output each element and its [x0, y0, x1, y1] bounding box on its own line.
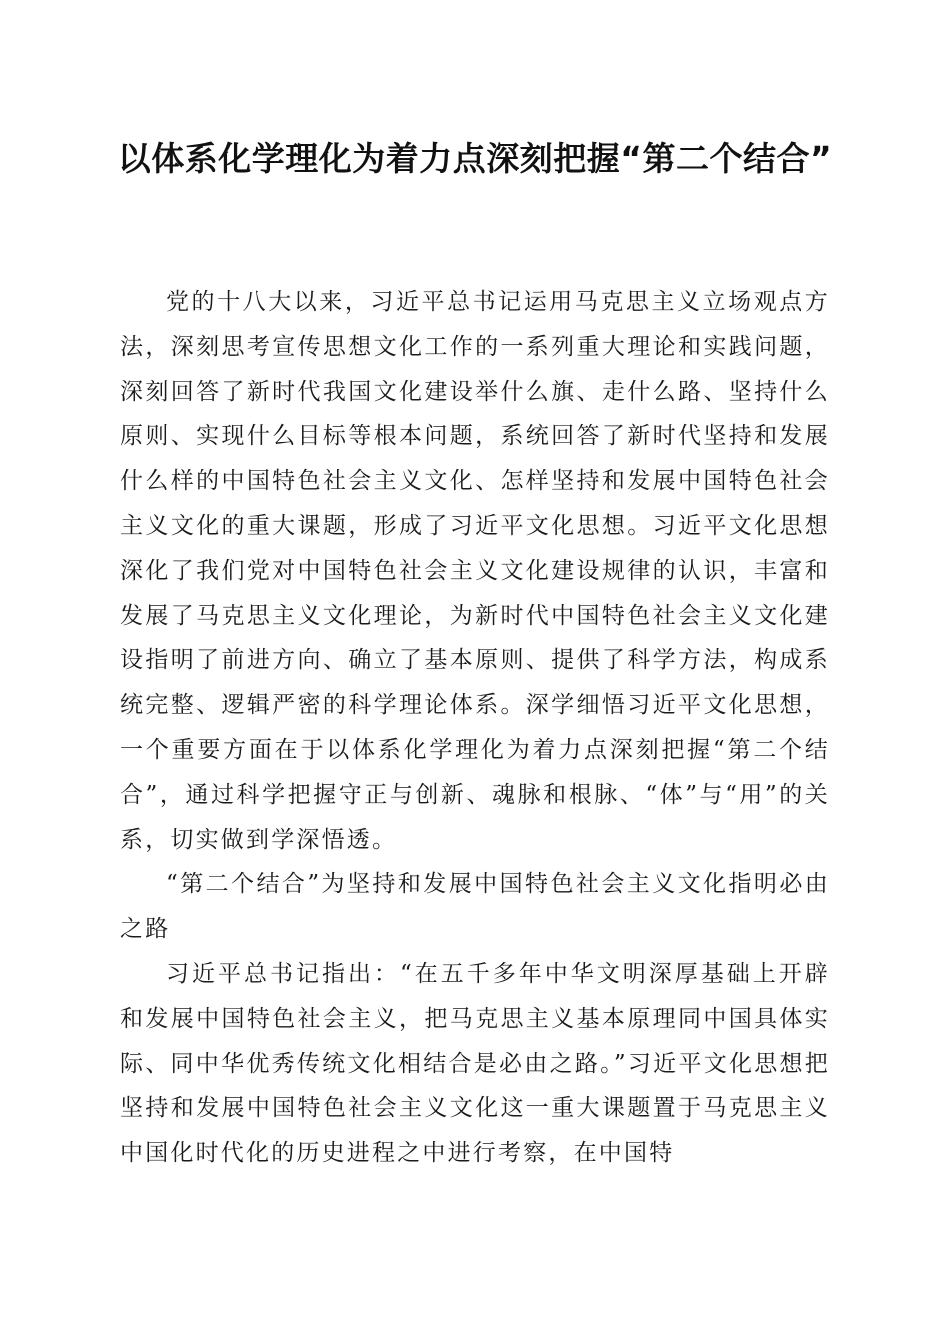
section-heading: “第二个结合”为坚持和发展中国特色社会主义文化指明必由之路	[120, 871, 830, 943]
paragraph-section-1: 习近平总书记指出：“在五千多年中华文明深厚基础上开辟和发展中国特色社会主义，把马克思主义基本原理同中国具体实际、同中华优秀传统文化相结合是必由之路。”习近平文化思想把坚持和发展中国特色社会主义文化这一重大课题置于马克思主义中国化时代化的历史进程之中进行考察，在中国特	[120, 960, 830, 1167]
document-body	[120, 280, 830, 1176]
paragraph-intro: 党的十八大以来，习近平总书记运用马克思主义立场观点方法，深刻思考宣传思想文化工作的一系列重大理论和实践问题，深刻回答了新时代我国文化建设举什么旗、走什么路、坚持什么原则、实现什么目标等根本问题，系统回答了新时代坚持和发展什么样的中国特色社会主义文化、怎样坚持和发展中国特色社会主义文化的重大课题，形成了习近平文化思想。习近平文化思想深化了我们党对中国特色社会主义文化建设规律的认识，丰富和发展了马克思主义文化理论，为新时代中国特色社会主义文化建设指明了前进方向、确立了基本原则、提供了科学方法，构成系统完整、逻辑严密的科学理论体系。深学细悟习近平文化思想，一个重要方面在于以体系化学理化为着力点深刻把握“第二个结合”，通过科学把握守正与创新、魂脉和根脉、“体”与“用”的关系，切实做到学深悟透。	[120, 289, 830, 853]
document-title: 以体系化学理化为着力点深刻把握“第二个结合”	[117, 139, 833, 178]
